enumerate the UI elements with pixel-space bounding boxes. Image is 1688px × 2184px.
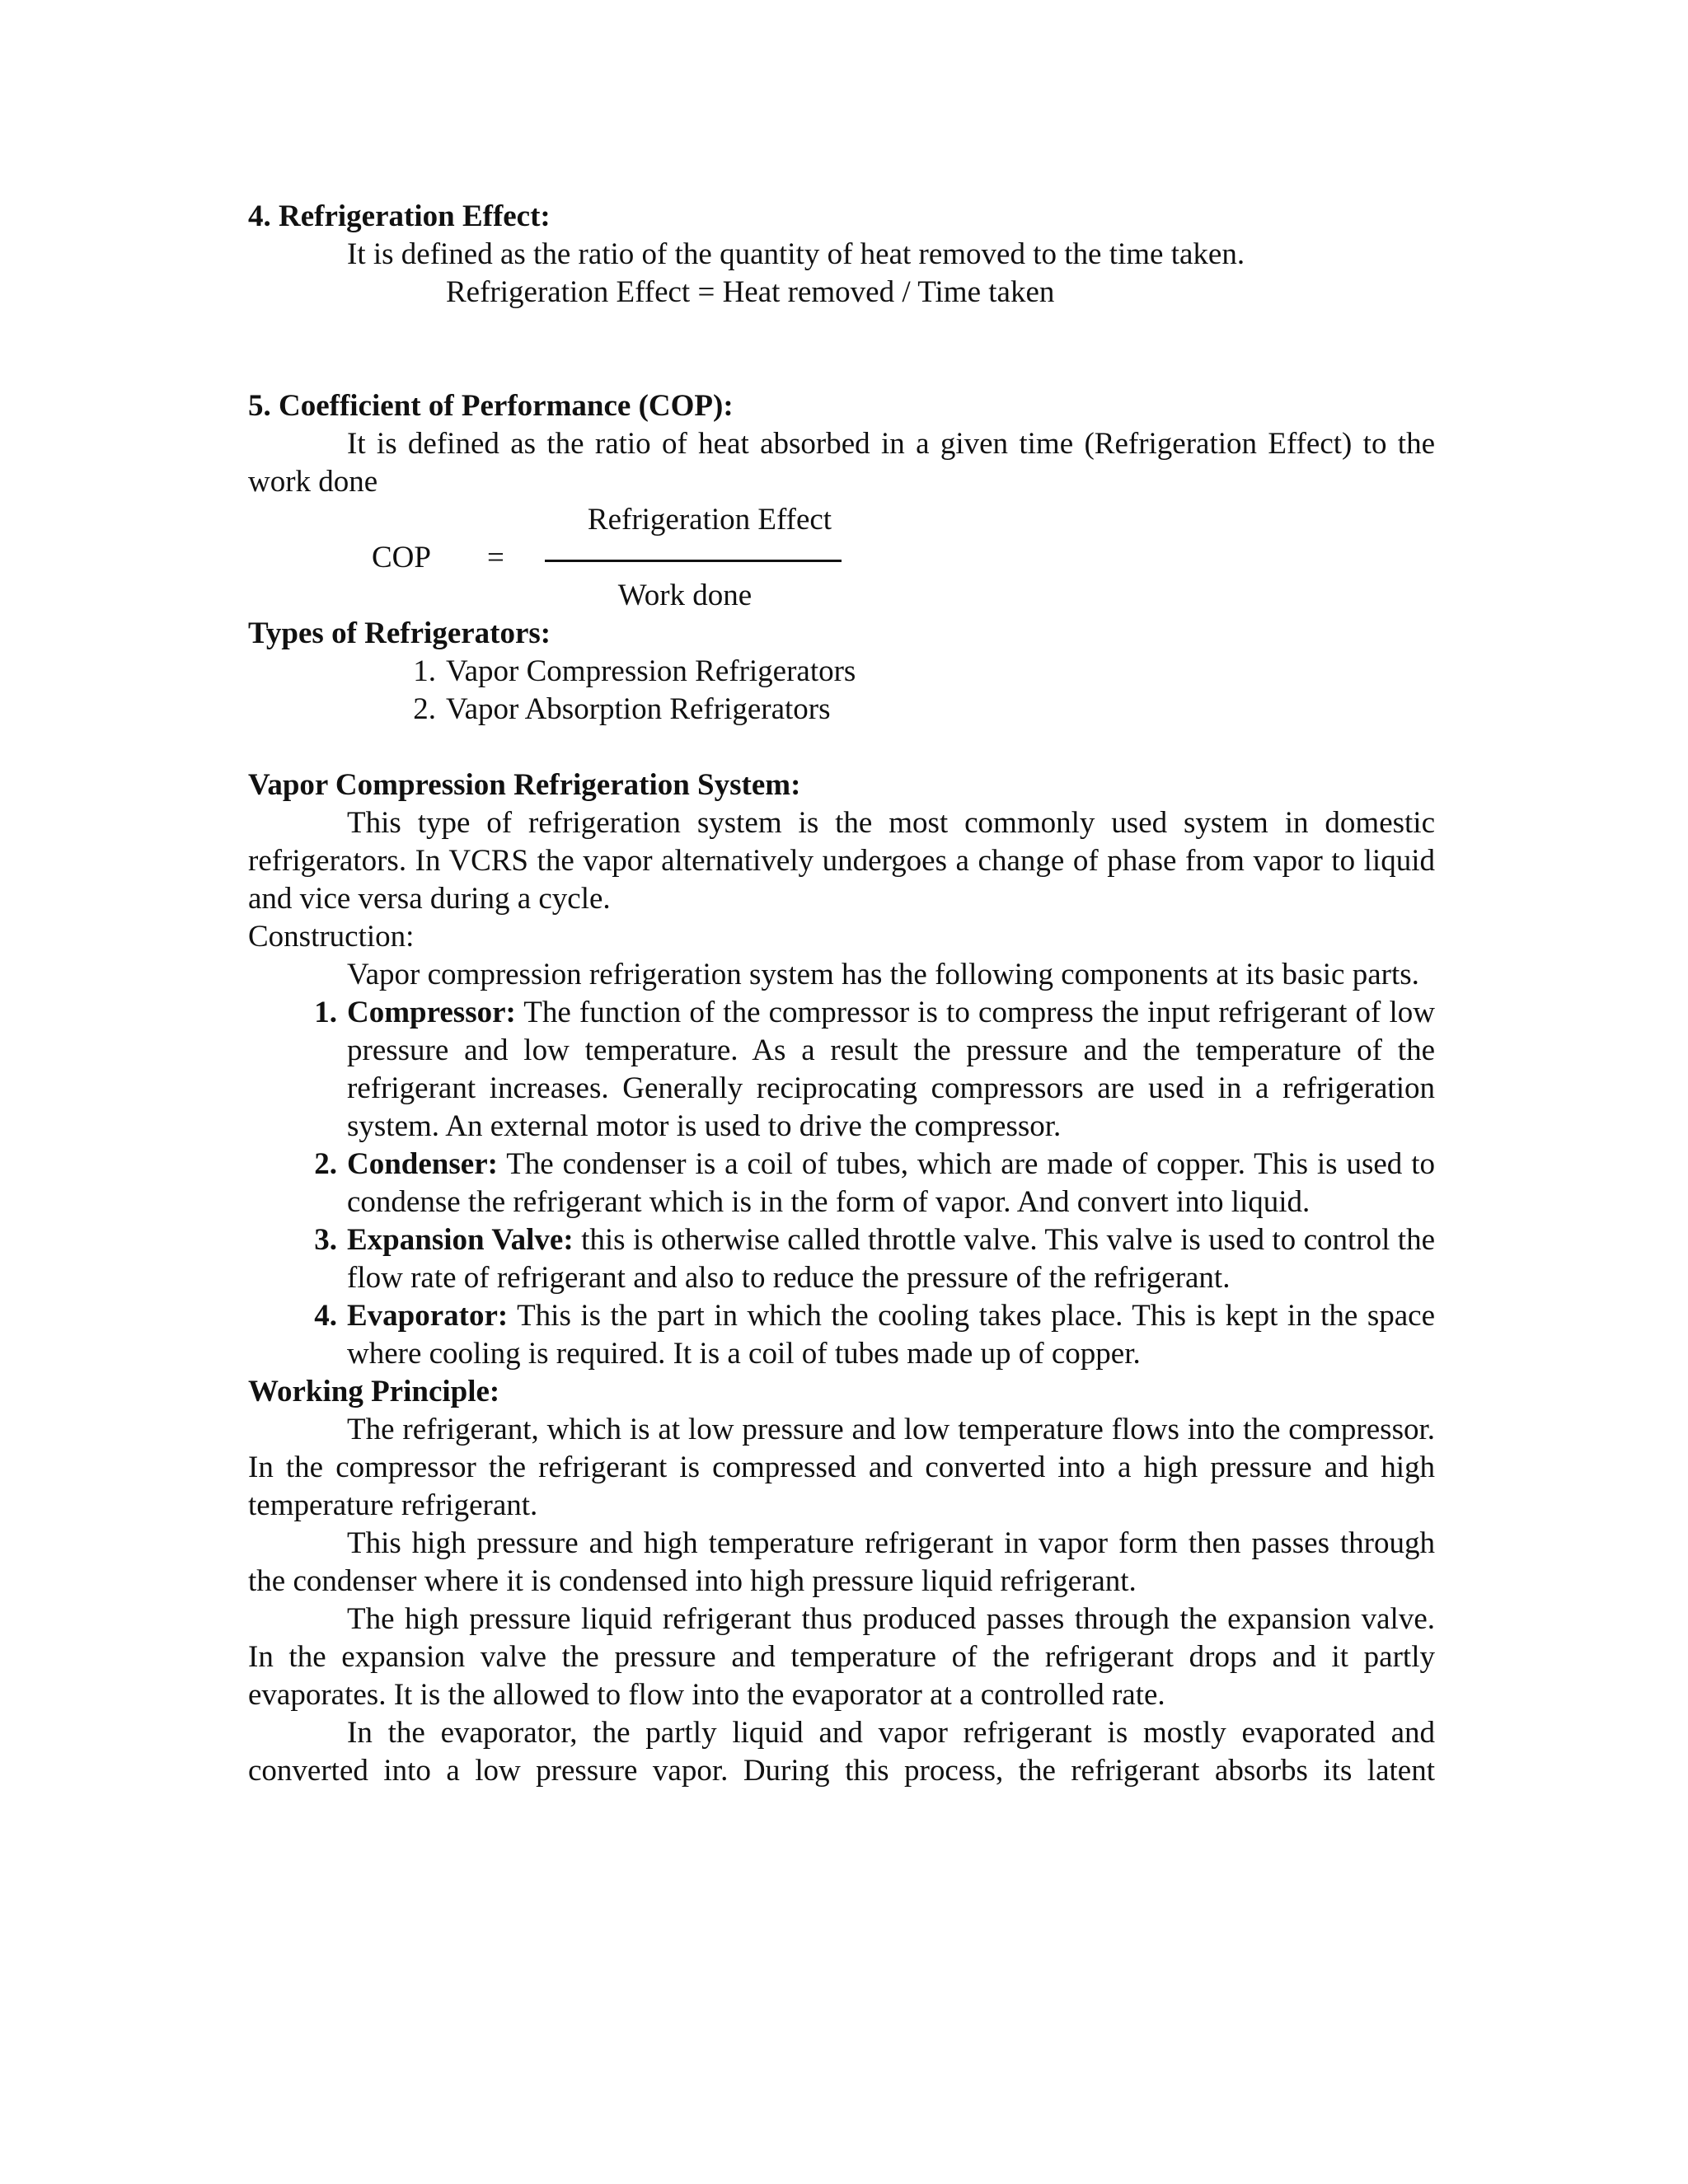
cop-heading: 5. Coefficient of Performance (COP):: [248, 389, 734, 423]
list-item-number: 3.: [314, 1223, 337, 1257]
types-list: [248, 653, 1435, 729]
cop-definition: It is defined as the ratio of heat absorbed in a given time (Refrigeration Effect) to the work done: [248, 427, 1435, 499]
component-text: This is the part in which the cooling takes place. This is kept in the space where cooling is required. It is a coil of tubes made up of copper.: [347, 1299, 1435, 1371]
types-heading: Types of Refrigerators:: [248, 616, 551, 650]
list-item: [248, 1221, 1435, 1297]
component-text: this is otherwise called throttle valve. This valve is used to control the flow rate of refrigerant and also to reduce the pressure of the refrigerant.: [347, 1223, 1435, 1295]
list-item-number: 2.: [314, 1147, 337, 1181]
list-item: [248, 1297, 1435, 1373]
fraction-bar: [545, 560, 842, 562]
component-term: Compressor:: [347, 996, 516, 1029]
list-item-number: 1.: [314, 996, 337, 1029]
list-item: [248, 994, 1435, 1146]
working-paragraph: The high pressure liquid refrigerant thus produced passes through the expansion valve. In the expansion valve the pressure and temperature of the refrigerant drops and it partly evaporates. It is the allowed to flow into the evaporator at a controlled rate.: [248, 1602, 1435, 1712]
component-term: Expansion Valve:: [347, 1223, 574, 1257]
working-heading: Working Principle:: [248, 1375, 500, 1408]
cop-formula-equals: =: [487, 541, 504, 574]
document-page: [248, 198, 1435, 1790]
cop-formula-denominator: Work done: [617, 579, 753, 612]
list-item: [248, 653, 1435, 691]
construction-text: Vapor compression refrigeration system has the following components at its basic parts.: [347, 958, 1419, 991]
cop-formula-numerator: Refrigeration Effect: [587, 503, 832, 537]
list-item-text: Vapor Absorption Refrigerators: [446, 692, 831, 726]
cop-formula: [248, 501, 1435, 615]
list-item-number: 4.: [314, 1299, 337, 1333]
component-term: Condenser:: [347, 1147, 498, 1181]
list-item: [248, 1146, 1435, 1221]
list-item: [248, 691, 1435, 729]
components-list: [248, 994, 1435, 1373]
construction-label: Construction:: [248, 920, 415, 954]
refrigeration-effect-heading: 4. Refrigeration Effect:: [248, 199, 551, 233]
vcrs-heading: Vapor Compression Refrigeration System:: [248, 768, 801, 802]
cop-formula-lhs: COP: [372, 541, 431, 574]
list-item-text: Vapor Compression Refrigerators: [446, 654, 856, 688]
vcrs-intro: This type of refrigeration system is the most commonly used system in domestic refrigerators. In VCRS the vapor alternatively undergoes a change of phase from vapor to liquid and vice versa during a cycle.: [248, 806, 1435, 916]
refrigeration-effect-formula: Refrigeration Effect = Heat removed / Time taken: [446, 275, 1055, 309]
component-text: The condenser is a coil of tubes, which are made of copper. This is used to condense the refrigerant which is in the form of vapor. And convert into liquid.: [347, 1147, 1435, 1219]
component-term: Evaporator:: [347, 1299, 509, 1333]
working-paragraph: The refrigerant, which is at low pressure and low temperature flows into the compressor. In the compressor the refrigerant is compressed and converted into a high pressure and high temperature refrigerant.: [248, 1413, 1435, 1522]
working-paragraph: This high pressure and high temperature refrigerant in vapor form then passes through the condenser where it is condensed into high pressure liquid refrigerant.: [248, 1526, 1435, 1598]
list-item-number: 2.: [413, 692, 436, 726]
refrigeration-effect-definition: It is defined as the ratio of the quantity of heat removed to the time taken.: [347, 237, 1245, 271]
component-text: The function of the compressor is to compress the input refrigerant of low pressure and low temperature. As a result the pressure and the temperature of the refrigerant increases. Generally reciprocating compressors are used in a refrigeration system. An external motor is used to drive the compressor.: [347, 996, 1435, 1143]
list-item-number: 1.: [413, 654, 436, 688]
working-paragraph: In the evaporator, the partly liquid and vapor refrigerant is mostly evaporated and converted into a low pressure vapor. During this process, the refrigerant absorbs its latent: [248, 1716, 1435, 1788]
